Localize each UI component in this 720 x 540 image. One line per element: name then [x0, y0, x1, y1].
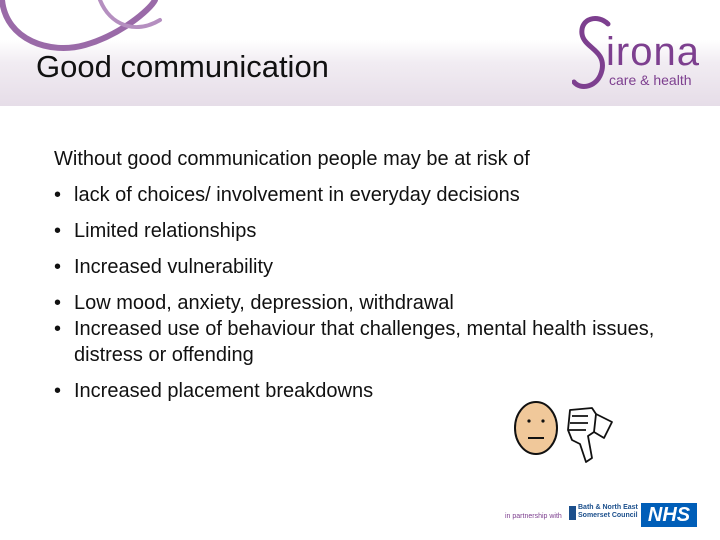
council-name-line2: Somerset Council [578, 512, 638, 519]
council-name-line1: Bath & North East [578, 504, 638, 511]
list-item: • Increased vulnerability [54, 254, 664, 280]
thumbs-down-icon [568, 408, 612, 462]
page-title: Good communication [36, 49, 329, 84]
list-item: • Increased placement breakdowns [54, 378, 664, 404]
logo-wordmark: irona [606, 30, 700, 74]
nhs-logo: NHS [641, 503, 697, 527]
body-text [54, 146, 664, 414]
logo-tagline: care & health [609, 72, 692, 88]
council-logo [578, 504, 638, 520]
partner-footer [505, 498, 715, 536]
council-crest-icon [569, 506, 576, 520]
sirona-logo [572, 10, 702, 96]
list-item: • Increased use of behaviour that challenges, mental health issues, distress or offending [54, 316, 664, 368]
intro-text: Without good communication people may be at risk of [54, 148, 530, 170]
unhappy-face-icon [515, 402, 557, 454]
partnership-text: in partnership with [505, 513, 562, 520]
risk-list [54, 182, 664, 404]
symbol-pictures [508, 400, 628, 470]
list-item: • lack of choices/ involvement in everyday decisions [54, 182, 664, 208]
list-item: • Low mood, anxiety, depression, withdrawal [54, 290, 664, 316]
list-item: • Limited relationships [54, 218, 664, 244]
